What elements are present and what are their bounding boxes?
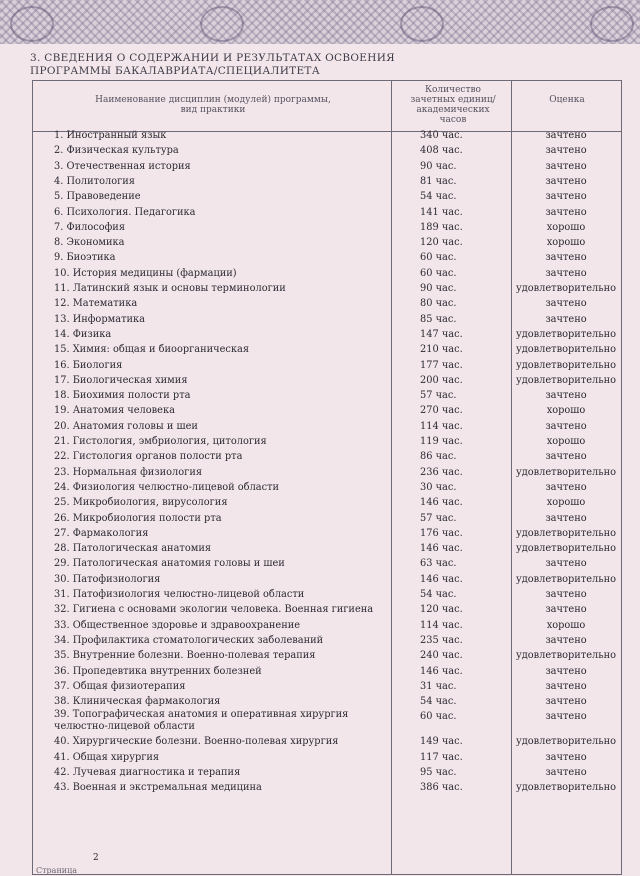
table-row — [0, 189, 640, 204]
table-row — [0, 572, 640, 587]
header-grade: Оценка — [549, 95, 585, 105]
hours-value: 95 час. — [420, 767, 457, 778]
discipline-name: 14. Физика — [54, 328, 112, 340]
hours-value: 85 час. — [420, 313, 457, 325]
discipline-name: 2. Физическая культура — [54, 145, 179, 157]
grade-value: зачтено — [545, 390, 587, 402]
table-row — [0, 220, 640, 235]
table-row — [0, 312, 640, 327]
table-row — [0, 128, 640, 143]
grade-value: зачтено — [545, 481, 587, 493]
grade-value: зачтено — [545, 665, 587, 677]
hours-value: 57 час. — [420, 390, 457, 402]
decorative-border — [0, 0, 640, 44]
table-row — [0, 633, 640, 648]
grade-value: зачтено — [545, 604, 587, 616]
hours-value: 340 час. — [420, 130, 463, 141]
hours-value: 80 час. — [420, 298, 457, 310]
hours-value: 141 час. — [420, 206, 463, 218]
grade-value: удовлетворительно — [515, 543, 617, 555]
table-row — [0, 235, 640, 250]
header-discipline: Наименование дисциплин (модулей) программы, вид практики — [95, 95, 331, 115]
grade-value: зачтено — [545, 451, 587, 463]
grade-value: хорошо — [546, 237, 586, 249]
hours-value: 270 час. — [420, 405, 463, 417]
grade-value: зачтено — [545, 130, 587, 141]
hours-value: 81 час. — [420, 175, 457, 187]
discipline-name: 7. Философия — [54, 221, 126, 233]
table-row — [0, 694, 640, 709]
grade-value: удовлетворительно — [515, 782, 617, 794]
grade-value: удовлетворительно — [515, 374, 617, 386]
table-row — [0, 664, 640, 679]
discipline-name: 15. Химия: общая и биоорганическая — [54, 344, 250, 356]
grade-value: зачтено — [545, 767, 587, 778]
grade-value: зачтено — [545, 313, 587, 325]
header-credits: Количество зачетных единиц/ академических часов — [410, 85, 496, 125]
table-row — [0, 434, 640, 449]
discipline-name: 36. Пропедевтика внутренних болезней — [54, 665, 262, 677]
section-title: 3. СВЕДЕНИЯ О СОДЕРЖАНИИ И РЕЗУЛЬТАТАХ ОСВОЕНИЯ ПРОГРАММЫ БАКАЛАВРИАТА/СПЕЦИАЛИТЕТА — [30, 52, 395, 77]
table-row — [0, 750, 640, 765]
footer-label: Страница — [36, 866, 78, 875]
discipline-name: 19. Анатомия человека — [54, 405, 175, 417]
discipline-name: 27. Фармакология — [54, 527, 149, 539]
table-row — [0, 495, 640, 510]
hours-value: 117 час. — [420, 751, 463, 763]
hours-value: 120 час. — [420, 237, 463, 249]
hours-value: 63 час. — [420, 558, 457, 570]
guilloche-rosette-icon — [200, 6, 244, 42]
discipline-name: 24. Физиология челюстно-лицевой области — [54, 481, 280, 493]
grade-value: удовлетворительно — [515, 283, 617, 294]
hours-value: 146 час. — [420, 665, 463, 677]
hours-value: 408 час. — [420, 145, 463, 157]
discipline-name: 17. Биологическая химия — [54, 374, 188, 386]
table-row — [0, 780, 640, 795]
grade-value: зачтено — [545, 298, 587, 310]
discipline-name: 5. Правоведение — [54, 191, 141, 203]
discipline-name: 37. Общая физиотерапия — [54, 680, 186, 692]
page-number: 2 — [93, 853, 99, 863]
grade-value: хорошо — [546, 619, 586, 631]
table-row — [0, 250, 640, 265]
grade-value: удовлетворительно — [515, 344, 617, 356]
table-row — [0, 281, 640, 296]
table-row — [0, 480, 640, 495]
grade-value: удовлетворительно — [515, 359, 617, 371]
discipline-name: 10. История медицины (фармации) — [54, 267, 237, 279]
discipline-name: 8. Экономика — [54, 237, 125, 249]
table-row — [0, 734, 640, 749]
table-row — [0, 342, 640, 357]
grade-value: зачтено — [545, 696, 587, 708]
discipline-name: 6. Психология. Педагогика — [54, 206, 196, 218]
grade-value: хорошо — [546, 436, 586, 447]
grade-value: удовлетворительно — [515, 650, 617, 662]
grade-value: зачтено — [545, 252, 587, 264]
guilloche-rosette-icon — [10, 6, 54, 42]
table-row — [0, 556, 640, 571]
discipline-name: 13. Информатика — [54, 313, 145, 325]
hours-value: 146 час. — [420, 497, 463, 509]
grade-value: зачтено — [545, 175, 587, 187]
table-row — [0, 358, 640, 373]
discipline-name: 35. Внутренние болезни. Военно-полевая терапия — [54, 650, 316, 662]
hours-value: 146 час. — [420, 573, 463, 585]
hours-value: 60 час. — [420, 711, 457, 723]
hours-value: 57 час. — [420, 512, 457, 524]
table-row — [0, 511, 640, 526]
table-row — [0, 327, 640, 342]
hours-value: 189 час. — [420, 221, 463, 233]
table-row — [0, 679, 640, 694]
discipline-name: 33. Общественное здоровье и здравоохранение — [54, 619, 301, 631]
guilloche-rosette-icon — [590, 6, 634, 42]
grade-value: зачтено — [545, 191, 587, 203]
grade-value: зачтено — [545, 751, 587, 763]
table-row — [0, 388, 640, 403]
table-row — [0, 373, 640, 388]
table-row — [0, 159, 640, 174]
table-row — [0, 587, 640, 602]
grade-value: зачтено — [545, 160, 587, 172]
discipline-name: 11. Латинский язык и основы терминологии — [54, 283, 286, 294]
grade-value: зачтено — [545, 420, 587, 432]
grade-value: хорошо — [546, 221, 586, 233]
hours-value: 176 час. — [420, 527, 463, 539]
grade-value: хорошо — [546, 497, 586, 509]
hours-value: 60 час. — [420, 267, 457, 279]
hours-value: 30 час. — [420, 481, 457, 493]
table-row — [0, 174, 640, 189]
grade-value: удовлетворительно — [515, 328, 617, 340]
hours-value: 114 час. — [420, 619, 463, 631]
table-row — [0, 526, 640, 541]
discipline-name: 26. Микробиология полости рта — [54, 512, 222, 524]
grade-value: зачтено — [545, 680, 587, 692]
table-row — [0, 602, 640, 617]
discipline-name: 42. Лучевая диагностика и терапия — [54, 767, 241, 778]
hours-value: 146 час. — [420, 543, 463, 555]
grade-value: зачтено — [545, 267, 587, 279]
discipline-name: 38. Клиническая фармакология — [54, 696, 221, 708]
table-row — [0, 541, 640, 556]
discipline-name: 31. Патофизиология челюстно-лицевой области — [54, 589, 305, 600]
hours-value: 90 час. — [420, 283, 457, 294]
hours-value: 86 час. — [420, 451, 457, 463]
discipline-name: 25. Микробиология, вирусология — [54, 497, 228, 509]
grade-value: зачтено — [545, 589, 587, 600]
table-row — [0, 465, 640, 480]
hours-value: 60 час. — [420, 252, 457, 264]
grade-value: зачтено — [545, 634, 587, 646]
hours-value: 119 час. — [420, 436, 463, 447]
discipline-name: 12. Математика — [54, 298, 138, 310]
table-row — [0, 765, 640, 780]
guilloche-rosette-icon — [400, 6, 444, 42]
grade-value: зачтено — [545, 206, 587, 218]
discipline-name: 21. Гистология, эмбриология, цитология — [54, 436, 267, 447]
discipline-name: 40. Хирургические болезни. Военно-полевая хирургия — [54, 736, 339, 748]
discipline-name: 22. Гистология органов полости рта — [54, 451, 243, 463]
hours-value: 210 час. — [420, 344, 463, 356]
grade-value: удовлетворительно — [515, 466, 617, 478]
hours-value: 177 час. — [420, 359, 463, 371]
table-row — [0, 648, 640, 663]
table-row — [0, 296, 640, 311]
table-row — [0, 419, 640, 434]
hours-value: 54 час. — [420, 589, 457, 600]
discipline-name: 18. Биохимия полости рта — [54, 390, 191, 402]
hours-value: 114 час. — [420, 420, 463, 432]
hours-value: 235 час. — [420, 634, 463, 646]
hours-value: 31 час. — [420, 680, 457, 692]
table-row — [0, 618, 640, 633]
discipline-name: 9. Биоэтика — [54, 252, 116, 264]
grade-value: зачтено — [545, 558, 587, 570]
discipline-name: 32. Гигиена с основами экологии человека. Военная гигиена — [54, 604, 374, 616]
discipline-name: 30. Патофизиология — [54, 573, 161, 585]
hours-value: 54 час. — [420, 191, 457, 203]
discipline-name: 20. Анатомия головы и шеи — [54, 420, 198, 432]
hours-value: 147 час. — [420, 328, 463, 340]
grade-value: зачтено — [545, 145, 587, 157]
hours-value: 54 час. — [420, 696, 457, 708]
discipline-name: 4. Политология — [54, 175, 135, 187]
discipline-name: 39. Топографическая анатомия и оперативная хирургия челюстно-лицевой области — [54, 709, 349, 733]
hours-value: 120 час. — [420, 604, 463, 616]
grade-value: удовлетворительно — [515, 527, 617, 539]
grade-value: хорошо — [546, 405, 586, 417]
grade-value: удовлетворительно — [515, 736, 617, 748]
hours-value: 149 час. — [420, 736, 463, 748]
discipline-name: 23. Нормальная физиология — [54, 466, 203, 478]
hours-value: 236 час. — [420, 466, 463, 478]
discipline-name: 1. Иностранный язык — [54, 130, 167, 141]
discipline-name: 41. Общая хирургия — [54, 751, 160, 763]
table-row — [0, 449, 640, 464]
grade-value: зачтено — [545, 711, 587, 723]
grade-value: зачтено — [545, 512, 587, 524]
discipline-name: 34. Профилактика стоматологических заболеваний — [54, 634, 324, 646]
table-row — [0, 205, 640, 220]
discipline-name: 16. Биология — [54, 359, 123, 371]
discipline-name: 3. Отечественная история — [54, 160, 191, 172]
hours-value: 90 час. — [420, 160, 457, 172]
hours-value: 240 час. — [420, 650, 463, 662]
table-row — [0, 266, 640, 281]
hours-value: 200 час. — [420, 374, 463, 386]
grade-value: удовлетворительно — [515, 573, 617, 585]
table-row — [0, 709, 640, 735]
table-row — [0, 403, 640, 418]
discipline-name: 29. Патологическая анатомия головы и шеи — [54, 558, 285, 570]
discipline-name: 43. Военная и экстремальная медицина — [54, 782, 262, 794]
hours-value: 386 час. — [420, 782, 463, 794]
discipline-name: 28. Патологическая анатомия — [54, 543, 212, 555]
table-row — [0, 143, 640, 158]
